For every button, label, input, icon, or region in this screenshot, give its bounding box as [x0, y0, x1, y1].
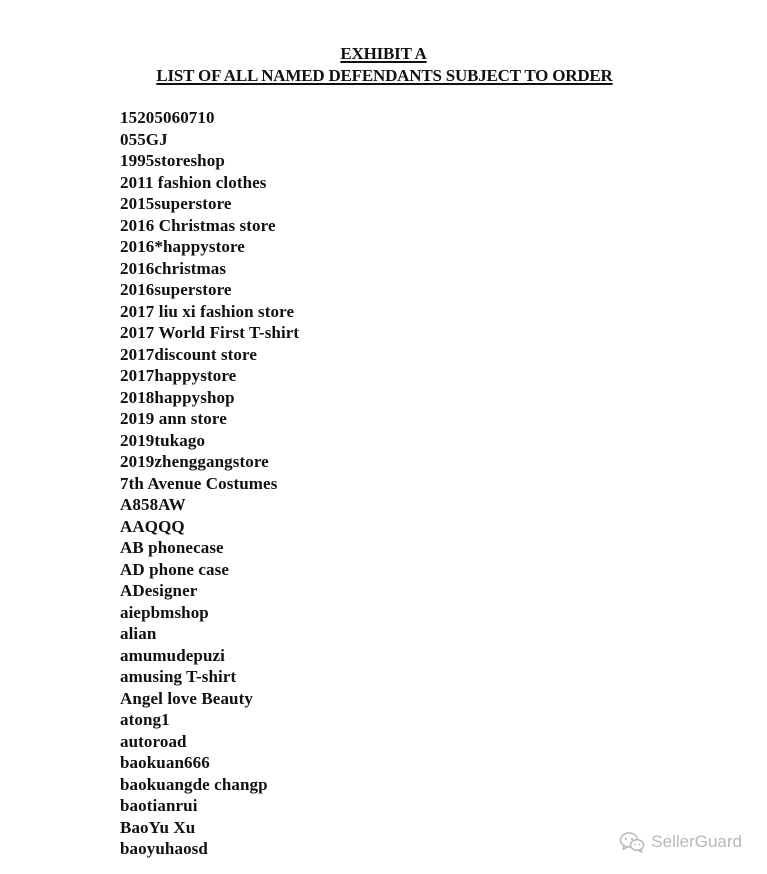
defendant-item: AD phone case — [120, 559, 229, 579]
defendant-item: 2015superstore — [120, 194, 232, 213]
defendant-item: Angel love Beauty — [120, 688, 253, 708]
defendant-item: AB phonecase — [120, 538, 224, 557]
defendant-item: 2011 fashion clothes — [120, 172, 267, 192]
defendant-item: 2017 World First T-shirt — [120, 323, 300, 342]
defendant-item: 2019zhenggangstore — [120, 452, 269, 471]
defendant-item: 2017discount store — [120, 344, 258, 364]
defendant-item: 1995storeshop — [120, 151, 225, 170]
defendant-item: 2016 Christmas store — [120, 215, 276, 235]
defendant-item: 2016superstore — [120, 280, 232, 299]
defendant-item: autoroad — [120, 731, 187, 751]
defendant-item: baotianrui — [120, 796, 198, 815]
defendant-item: 2016*happystore — [120, 237, 245, 256]
exhibit-subtitle: LIST OF ALL NAMED DEFENDANTS SUBJECT TO ORDER — [156, 66, 613, 85]
defendant-item: 2016christmas — [120, 258, 227, 278]
exhibit-title: EXHIBIT A — [340, 44, 427, 63]
defendant-list — [120, 107, 299, 860]
defendant-item: 2017 liu xi fashion store — [120, 301, 295, 321]
defendant-item: aiepbmshop — [120, 602, 209, 622]
defendant-item: 15205060710 — [120, 108, 215, 127]
defendant-item: baokuangde changp — [120, 774, 268, 794]
defendant-item: 2018happyshop — [120, 387, 235, 407]
defendant-item: AAQQQ — [120, 516, 185, 536]
defendant-item: 2019 ann store — [120, 409, 227, 428]
defendant-item: 055GJ — [120, 129, 168, 149]
defendant-item: A858AW — [120, 495, 186, 514]
wechat-icon — [619, 831, 645, 853]
exhibit-header — [0, 43, 767, 87]
defendant-item: alian — [120, 624, 157, 643]
defendant-item: atong1 — [120, 710, 170, 729]
defendant-item: 2019tukago — [120, 430, 206, 450]
defendant-item: baokuan666 — [120, 753, 210, 772]
defendant-item: 7th Avenue Costumes — [120, 473, 278, 493]
watermark — [619, 831, 742, 853]
defendant-item: BaoYu Xu — [120, 817, 196, 837]
defendant-item: baoyuhaosd — [120, 839, 208, 858]
watermark-text: SellerGuard — [651, 832, 742, 851]
defendant-item: amumudepuzi — [120, 645, 226, 665]
defendant-item: amusing T-shirt — [120, 667, 237, 686]
defendant-item: ADesigner — [120, 581, 198, 600]
defendant-item: 2017happystore — [120, 366, 237, 385]
